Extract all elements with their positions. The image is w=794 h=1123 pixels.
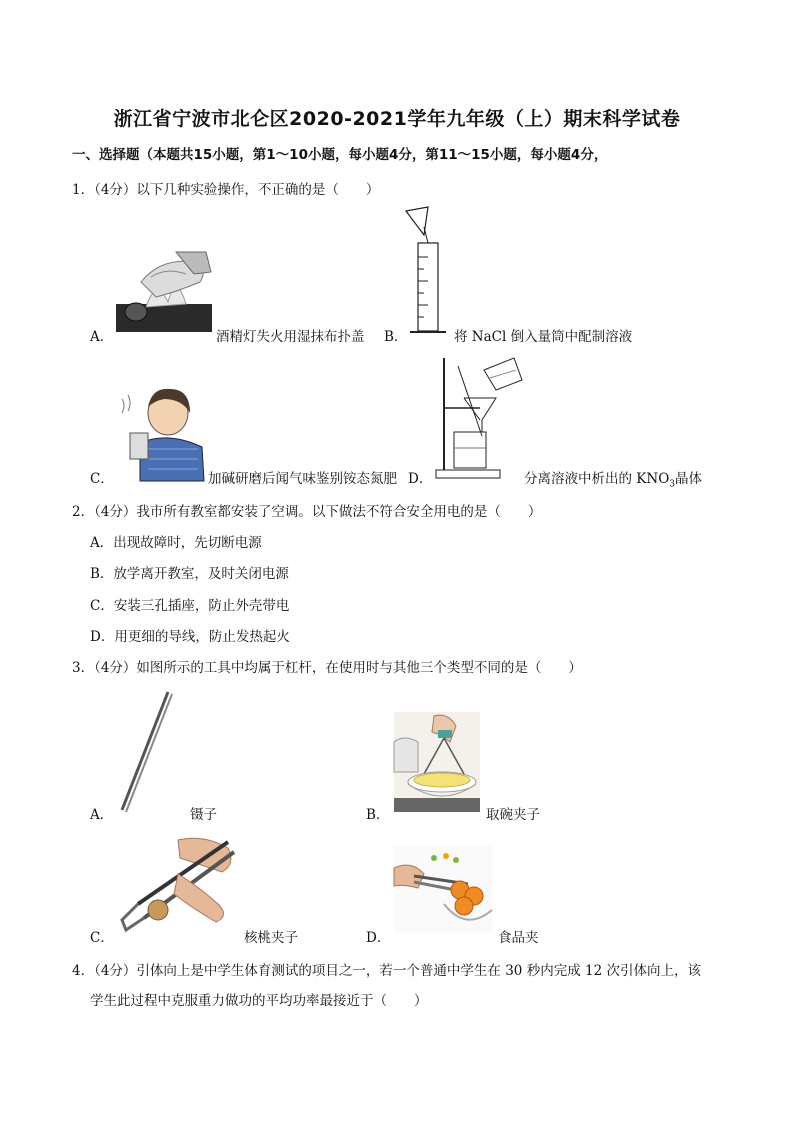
question-1-stem: 1．（4分）以下几种实验操作，不正确的是（ ） <box>72 182 380 198</box>
section-heading: 一、选择题（本题共15小题，第1～10小题，每小题4分，第11～15小题，每小题4分， <box>72 147 608 163</box>
q1-option-a-text: 酒精灯失火用湿抹布扑盖 <box>216 329 365 345</box>
q1-option-d-text: 分离溶液中析出的 $KNO_3$晶体 <box>524 471 702 490</box>
tweezers-image <box>116 688 176 814</box>
question-4-stem-line-2: 学生此过程中克服重力做功的平均功率最接近于（ ） <box>90 993 428 1009</box>
alcohol-lamp-fire-image <box>116 252 212 332</box>
q3-option-c-text: 核桃夹子 <box>244 930 298 946</box>
bowl-clamp-image <box>394 712 480 812</box>
child-smelling-image <box>118 383 206 481</box>
filtration-apparatus-image <box>430 356 526 478</box>
q1-option-b-text: 将 NaCl 倒入量筒中配制溶液 <box>454 329 633 345</box>
q3-option-b-letter: B． <box>366 807 390 823</box>
q3-option-d-letter: D． <box>366 930 391 946</box>
q1-option-b-letter: B． <box>384 329 408 345</box>
q2-option-a: A．出现故障时，先切断电源 <box>90 535 262 551</box>
q1-option-c-text: 加碱研磨后闻气味鉴别铵态氮肥 <box>208 471 397 487</box>
question-3-stem: 3．（4分）如图所示的工具中均属于杠杆，在使用时与其他三个类型不同的是（ ） <box>72 660 582 676</box>
q3-option-b-text: 取碗夹子 <box>486 807 540 823</box>
question-4-stem-line-1: 4．（4分）引体向上是中学生体育测试的项目之一，若一个普通中学生在 30 秒内完成 12 次引体向上，该 <box>72 963 701 979</box>
q2-option-d: D．用更细的导线，防止发热起火 <box>90 629 290 645</box>
nutcracker-image <box>118 834 238 934</box>
q3-option-a-text: 镊子 <box>190 807 217 823</box>
q3-option-c-letter: C． <box>90 930 114 946</box>
q1-option-c-letter: C． <box>90 471 114 487</box>
q2-option-c: C．安装三孔插座，防止外壳带电 <box>90 598 290 614</box>
q1-option-d-letter: D． <box>408 471 433 487</box>
q1-option-a-letter: A． <box>90 329 114 345</box>
question-2-stem: 2．（4分）我市所有教室都安装了空调。以下做法不符合安全用电的是（ ） <box>72 504 542 520</box>
q2-option-b: B．放学离开教室，及时关闭电源 <box>90 566 289 582</box>
page-title: 浙江省宁波市北仑区2020-2021学年九年级（上）期末科学试卷 <box>113 108 681 130</box>
food-tongs-image <box>394 846 492 932</box>
graduated-cylinder-image <box>404 207 452 337</box>
q3-option-a-letter: A． <box>90 807 114 823</box>
q3-option-d-text: 食品夹 <box>498 930 539 946</box>
